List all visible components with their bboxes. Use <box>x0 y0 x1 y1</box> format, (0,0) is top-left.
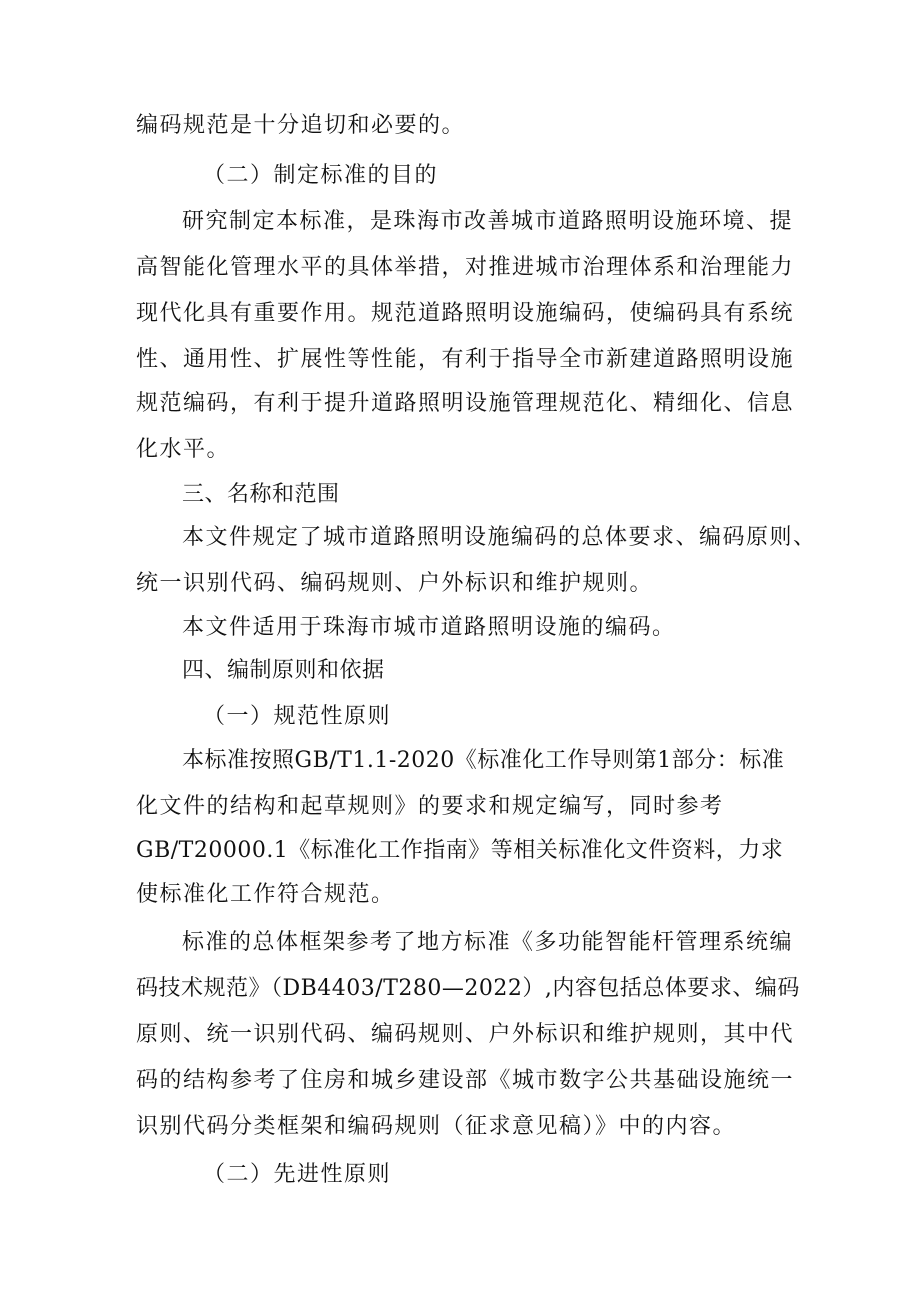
paragraph-line: 高智能化管理水平的具体举措，对推进城市治理体系和治理能力 <box>136 255 795 280</box>
paragraph-line: 化文件的结构和起草规则》的要求和规定编写，同时参考 <box>136 794 724 819</box>
paragraph-line: 现代化具有重要作用。规范道路照明设施编码，使编码具有系统 <box>136 301 795 326</box>
paragraph-line: 码技术规范》（DB4403/T280—2022）,内容包括总体要求、编码 <box>136 976 800 1001</box>
paragraph-line: 本文件适用于珠海市城市道路照明设施的编码。 <box>182 615 676 640</box>
paragraph-line: 本标准按照GB/T1.1-2020《标准化工作导则第1部分：标准 <box>182 748 785 773</box>
section-subheading-purpose: （二）制定标准的目的 <box>203 163 439 188</box>
paragraph-line: 标准的总体框架参考了地方标准《多功能智能杆管理系统编 <box>182 930 794 955</box>
paragraph-line: 编码规范是十分追切和必要的。 <box>136 113 466 138</box>
section-heading-name-scope: 三、名称和范围 <box>182 482 340 507</box>
paragraph-line: 研究制定本标准，是珠海市改善城市道路照明设施环境、提 <box>182 209 794 234</box>
paragraph-line: 规范编码，有利于提升道路照明设施管理规范化、精细化、信息 <box>136 391 795 416</box>
paragraph-line: 化水平。 <box>136 437 231 462</box>
paragraph-line: GB/T20000.1《标准化工作指南》等相关标准化文件资料，力求 <box>136 838 784 863</box>
paragraph-line: 原则、统一识别代码、编码规则、户外标识和维护规则，其中代 <box>136 1022 795 1047</box>
paragraph-line: 统一识别代码、编码规则、户外标识和维护规则。 <box>136 571 654 596</box>
paragraph-line: 识别代码分类框架和编码规则（征求意见稿）》中的内容。 <box>136 1114 737 1139</box>
paragraph-line: 本文件规定了城市道路照明设施编码的总体要求、编码原则、 <box>182 525 817 550</box>
section-subheading-normative: （一）规范性原则 <box>203 704 392 729</box>
section-heading-principles: 四、编制原则和依据 <box>182 658 385 683</box>
section-subheading-advanced: （二）先进性原则 <box>203 1162 392 1187</box>
paragraph-line: 使标准化工作符合规范。 <box>136 882 395 907</box>
paragraph-line: 码的结构参考了住房和城乡建设部《城市数字公共基础设施统一 <box>136 1068 795 1093</box>
paragraph-line: 性、通用性、扩展性等性能，有利于指导全市新建道路照明设施 <box>136 347 795 372</box>
